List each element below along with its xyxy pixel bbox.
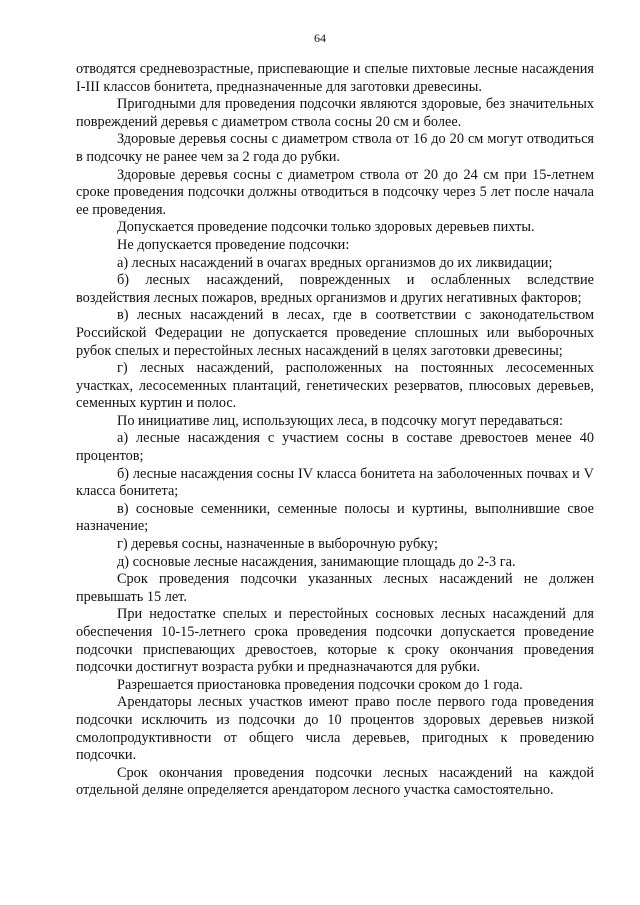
list-item: б) лесных насаждений, поврежденных и ослабленных вследствие воздействия лесных пожаров, вредных организмов и других негативных факторов; bbox=[76, 272, 594, 306]
list-item: а) лесных насаждений в очагах вредных организмов до их ликвидации; bbox=[117, 254, 553, 271]
list-item: г) деревья сосны, назначенные в выборочную рубку; bbox=[117, 536, 438, 553]
list-item: а) лесные насаждения с участием сосны в составе древостоев менее 40 процентов; bbox=[76, 430, 594, 465]
paragraph: отводятся средневозрастные, приспевающие и спелые пихтовые лесные насаждения I-III классов бонитета, предназначенные для заготовки древесины. bbox=[76, 61, 594, 95]
page-number: 64 bbox=[314, 31, 326, 45]
paragraph: Разрешается приостановка проведения подсочки сроком до 1 года. bbox=[117, 676, 523, 693]
paragraph: Допускается проведение подсочки только здоровых деревьев пихты. bbox=[117, 219, 535, 236]
paragraph: По инициативе лиц, использующих леса, в подсочку могут передаваться: bbox=[117, 412, 563, 429]
list-item: г) лесных насаждений, расположенных на постоянных лесосеменных участках, лесосеменных плантаций, генетических резерватов, плюсовых деревьев, семенных куртин и полос. bbox=[76, 360, 594, 412]
list-item: в) сосновые семенники, семенные полосы и куртины, выполнившие свое назначение; bbox=[76, 500, 594, 535]
paragraph: Срок проведения подсочки указанных лесных насаждений не должен превышать 15 лет. bbox=[76, 571, 594, 605]
paragraph: Пригодными для проведения подсочки являются здоровые, без значительных повреждений деревья с диаметром ствола сосны 20 см и более. bbox=[76, 96, 594, 130]
list-item: б) лесные насаждения сосны IV класса бонитета на заболоченных почвах и V класса бонитета; bbox=[76, 465, 594, 500]
paragraph: Срок окончания проведения подсочки лесных насаждений на каждой отдельной деляне определяется арендатором лесного участка самостоятельно. bbox=[76, 764, 594, 799]
list-item: д) сосновые лесные насаждения, занимающие площадь до 2-3 га. bbox=[117, 553, 516, 570]
paragraph: Арендаторы лесных участков имеют право после первого года проведения подсочки исключить из подсочки до 10 процентов здоровых деревьев низкой смолопродуктивности от общего числа деревьев, пригодных к проведению подсочки. bbox=[76, 694, 594, 764]
body-text bbox=[76, 61, 594, 800]
paragraph: Здоровые деревья сосны с диаметром ствола от 20 до 24 см при 15-летнем сроке проведения подсочки должны отводиться в подсочку через 5 лет после начала ее проведения. bbox=[76, 166, 594, 218]
paragraph: Здоровые деревья сосны с диаметром ствола от 16 до 20 см могут отводиться в подсочку не ранее чем за 2 года до рубки. bbox=[76, 131, 594, 165]
paragraph: Не допускается проведение подсочки: bbox=[117, 236, 350, 253]
paragraph: При недостатке спелых и перестойных сосновых лесных насаждений для обеспечения 10-15-летнего срока проведения подсочки допускается проведение подсочки приспевающих древостоев, которые к сроку окончания проведения подсочки достигнут возраста рубки и предназначаются для рубки. bbox=[76, 606, 594, 676]
list-item: в) лесных насаждений в лесах, где в соответствии с законодательством Российской Федерации не допускается проведение сплошных или выборочных рубок спелых и перестойных лесных насаждений в целях заготовки древесины; bbox=[76, 307, 594, 359]
